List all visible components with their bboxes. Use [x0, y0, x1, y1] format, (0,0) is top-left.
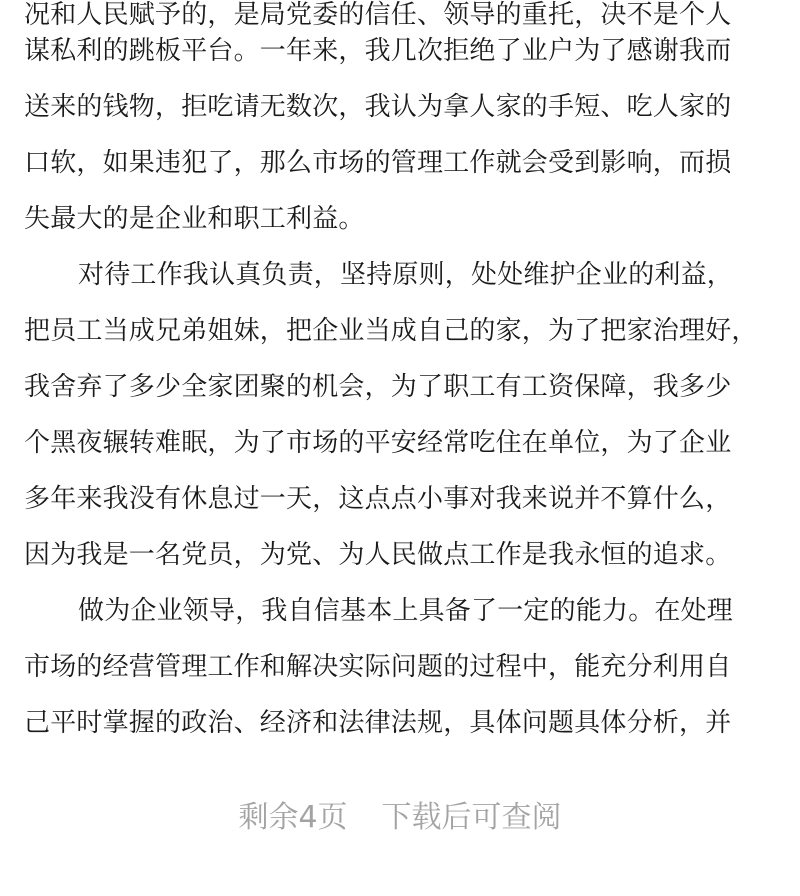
text-line: 多年来我没有休息过一天，这点点小事对我来说并不算什么，: [24, 484, 732, 514]
text-line: 我舍弃了多少全家团聚的机会，为了职工有工资保障，我多少: [24, 372, 732, 402]
text-line: 个黑夜辗转难眠，为了市场的平安经常吃住在单位，为了企业: [24, 428, 732, 458]
text-line: 己平时掌握的政治、经济和法律法规，具体问题具体分析，并: [24, 708, 732, 738]
text-line: 对待工作我认真负责，坚持原则，处处维护企业的利益，: [78, 260, 734, 290]
text-line: 市场的经营管理工作和解决实际问题的过程中，能充分利用自: [24, 652, 732, 682]
text-line: 况和人民赋予的，是局党委的信任、领导的重托，决不是个人: [24, 0, 732, 30]
text-line: 口软，如果违犯了，那么市场的管理工作就会受到影响，而损: [24, 148, 732, 178]
text-line: 把员工当成兄弟姐妹，把企业当成自己的家，为了把家治理好，: [24, 316, 758, 346]
remaining-pages-label[interactable]: 剩余4页: [238, 800, 348, 835]
text-line: 因为我是一名党员，为党、为人民做点工作是我永恒的追求。: [24, 540, 732, 570]
download-to-view-link[interactable]: 下载后可查阅: [381, 800, 562, 835]
text-line: 谋私利的跳板平台。一年来，我几次拒绝了业户为了感谢我而: [24, 36, 732, 66]
download-prompt[interactable]: [0, 796, 800, 840]
text-line: 做为企业领导，我自信基本上具备了一定的能力。在处理: [78, 596, 734, 626]
text-line: 送来的钱物，拒吃请无数次，我认为拿人家的手短、吃人家的: [24, 92, 732, 122]
text-line: 失最大的是企业和职工利益。: [24, 204, 365, 234]
